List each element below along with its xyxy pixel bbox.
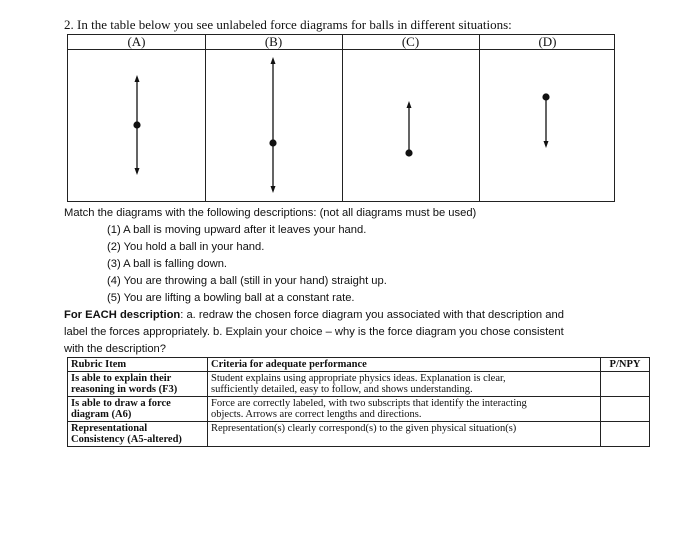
rubric-row bbox=[68, 397, 650, 422]
column-label-d: (D) bbox=[538, 34, 557, 49]
ball-dot bbox=[542, 93, 549, 100]
question-title: 2. In the table below you see unlabeled force diagrams for balls in different situations: bbox=[64, 17, 512, 32]
rubric-criteria-line: Student explains using appropriate physics ideas. Explanation is clear, bbox=[211, 373, 506, 384]
rubric-item bbox=[68, 372, 208, 397]
match-prompt: Match the diagrams with the following descriptions: (not all diagrams must be used) bbox=[64, 207, 477, 219]
rubric-item bbox=[68, 422, 208, 447]
rubric-criteria bbox=[208, 422, 601, 447]
description-item: (5) You are lifting a bowling ball at a constant rate. bbox=[107, 292, 355, 304]
column-label-c: (C) bbox=[401, 34, 420, 49]
rubric-criteria-line: Representation(s) clearly correspond(s) to the given physical situation(s) bbox=[211, 423, 517, 434]
description-item: (4) You are throwing a ball (still in your hand) straight up. bbox=[107, 275, 387, 287]
rubric-score-cell[interactable] bbox=[601, 372, 650, 397]
rubric-header-score: P/NPY bbox=[601, 358, 650, 372]
rubric-item-line: Is able to explain their bbox=[71, 373, 172, 384]
description-item: (1) A ball is moving upward after it leaves your hand. bbox=[107, 224, 367, 236]
arrowhead-up bbox=[271, 57, 276, 64]
arrowhead-down bbox=[135, 168, 140, 175]
instructions-line-1 bbox=[64, 309, 564, 321]
rubric-criteria bbox=[208, 397, 601, 422]
rubric-item bbox=[68, 397, 208, 422]
rubric-criteria-line: Force are correctly labeled, with two subscripts that identify the interacting bbox=[211, 398, 527, 409]
instructions-bold-lead: For EACH description bbox=[64, 309, 181, 321]
rubric-criteria-line: objects. Arrows are correct lengths and directions. bbox=[211, 409, 422, 420]
force-diagram-table bbox=[67, 34, 615, 202]
rubric-criteria-line: sufficiently detailed, easy to follow, and shows understanding. bbox=[211, 384, 473, 395]
force-diagram-b bbox=[269, 57, 276, 193]
instructions-line-1-text: : a. redraw the chosen force diagram you associated with that description and bbox=[180, 309, 564, 321]
instructions-line-3: with the description? bbox=[64, 343, 166, 355]
rubric-criteria bbox=[208, 372, 601, 397]
rubric-header-row bbox=[68, 358, 650, 372]
rubric-score-cell[interactable] bbox=[601, 397, 650, 422]
arrowhead-down bbox=[544, 141, 549, 148]
ball-dot bbox=[405, 149, 412, 156]
ball-dot bbox=[269, 139, 276, 146]
rubric-row bbox=[68, 422, 650, 447]
rubric-item-line: Is able to draw a force bbox=[71, 398, 171, 409]
rubric-score-cell[interactable] bbox=[601, 422, 650, 447]
column-label-a: (A) bbox=[127, 34, 146, 49]
arrowhead-up bbox=[135, 75, 140, 82]
arrowhead-down bbox=[271, 186, 276, 193]
ball-dot bbox=[133, 121, 140, 128]
arrowhead-up bbox=[407, 101, 412, 108]
rubric-header-criteria: Criteria for adequate performance bbox=[208, 358, 601, 372]
rubric-item-line: reasoning in words (F3) bbox=[71, 384, 178, 395]
description-item: (3) A ball is falling down. bbox=[107, 258, 228, 270]
force-diagram-a bbox=[133, 75, 140, 175]
force-diagram-d bbox=[542, 93, 549, 148]
force-diagrams-drawing bbox=[68, 35, 616, 203]
rubric-table bbox=[67, 357, 650, 447]
rubric-header-item: Rubric Item bbox=[68, 358, 208, 372]
rubric-item-line: Representational bbox=[71, 423, 148, 434]
description-item: (2) You hold a ball in your hand. bbox=[107, 241, 265, 253]
force-diagram-c bbox=[405, 101, 412, 157]
rubric-row bbox=[68, 372, 650, 397]
instructions-line-2: label the forces appropriately. b. Explain your choice – why is the force diagram you chose consistent bbox=[64, 326, 564, 338]
rubric-item-line: diagram (A6) bbox=[71, 409, 132, 420]
rubric-item-line: Consistency (A5-altered) bbox=[71, 434, 182, 445]
column-label-b: (B) bbox=[264, 34, 283, 49]
